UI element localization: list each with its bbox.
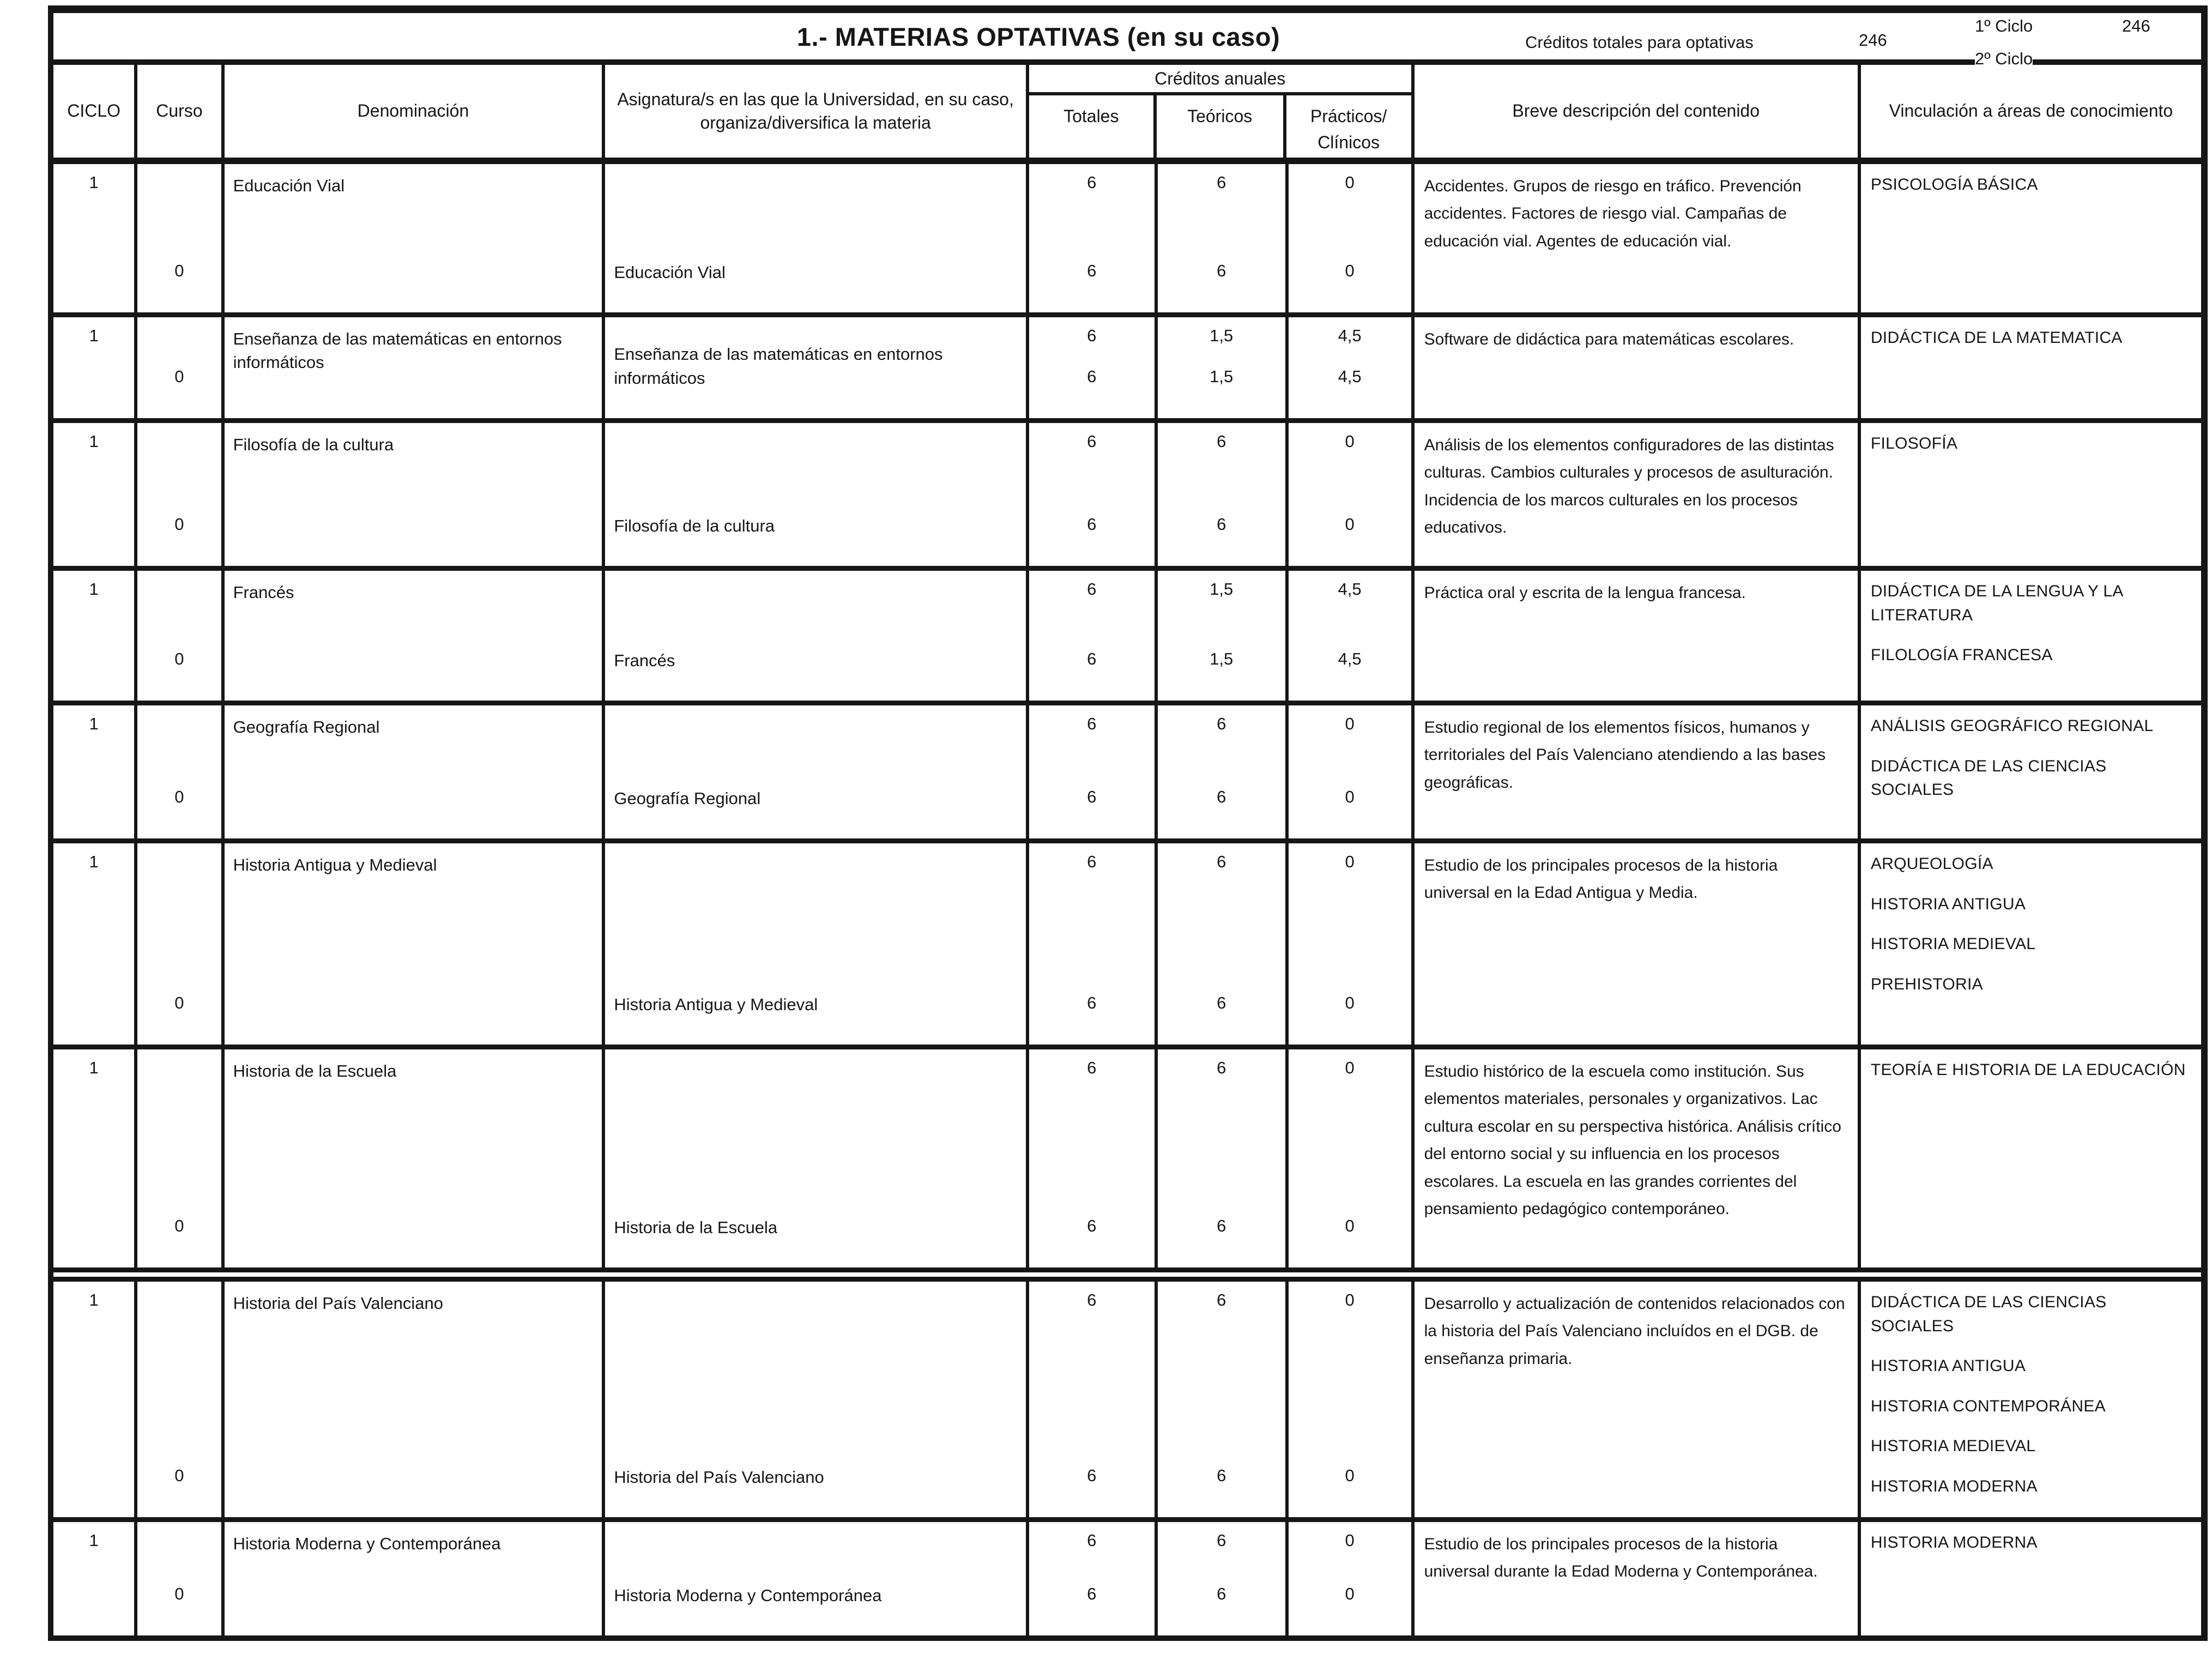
- practicos-top-value: 0: [1345, 432, 1355, 451]
- table-body: [53, 164, 2201, 1635]
- ciclo-value: 1: [89, 1290, 99, 1309]
- practicos-top-value: 4,5: [1338, 326, 1362, 345]
- totales-bottom-value: 6: [1087, 993, 1097, 1012]
- cell-totales: [1029, 1049, 1158, 1267]
- cell-vinculacion: [1861, 317, 2201, 418]
- area-conocimiento-item: PREHISTORIA: [1870, 975, 1983, 993]
- curso-value: 0: [174, 261, 184, 280]
- col-header-ciclo: CICLO: [53, 65, 137, 158]
- descripcion-value: Software de didáctica para matemáticas escolares.: [1424, 330, 1794, 348]
- descripcion-value: Estudio de los principales procesos de la historia universal en la Edad Antigua y Media.: [1424, 856, 1778, 902]
- totales-top-value: 6: [1087, 579, 1097, 599]
- curso-value: 0: [174, 787, 184, 806]
- teoricos-top-value: 6: [1217, 1290, 1226, 1309]
- creditos-anuales-label: Créditos anuales: [1029, 65, 1411, 95]
- area-conocimiento-item: DIDÁCTICA DE LA MATEMATICA: [1870, 329, 2123, 347]
- cell-descripcion: [1415, 705, 1861, 838]
- cell-curso: [137, 705, 224, 838]
- teoricos-bottom-value: 6: [1217, 261, 1226, 280]
- cell-vinculacion: [1861, 1049, 2201, 1267]
- ciclo-value: 1: [89, 1058, 99, 1077]
- practicos-bottom-value: 0: [1345, 1466, 1355, 1485]
- practicos-top-value: 0: [1345, 1531, 1355, 1550]
- teoricos-bottom-value: 1,5: [1210, 649, 1234, 668]
- vinculacion-list: [1861, 843, 2201, 1012]
- col-header-totales: Totales: [1029, 95, 1157, 158]
- table-row: [53, 1267, 2201, 1517]
- area-conocimiento-item: HISTORIA ANTIGUA: [1870, 895, 2026, 913]
- practicos-top-value: 4,5: [1338, 579, 1362, 599]
- asignatura-value: Historia Moderna y Contemporánea: [614, 1585, 882, 1605]
- practicos-bottom-value: 4,5: [1338, 649, 1362, 668]
- denominacion-value: Educación Vial: [233, 176, 345, 195]
- cell-teoricos: [1158, 843, 1289, 1045]
- descripcion-value: Estudio histórico de la escuela como institución. Sus elementos materiales, personales y organizativos. Lac cultura escolar en su perspectiva histórica. Análisis crítico del entorno social y su influencia en los procesos escolares. La escuela en las grandes corrientes del pensamiento pedagógico contemporáneo.: [1424, 1063, 1841, 1218]
- totales-bottom-value: 6: [1087, 515, 1097, 534]
- totales-top-value: 6: [1087, 1531, 1097, 1550]
- vinculacion-list: [1861, 571, 2201, 684]
- cell-practicos: [1289, 1522, 1415, 1635]
- cell-ciclo: [53, 1049, 137, 1267]
- ciclo-value: 1: [89, 432, 99, 451]
- asignatura-value: Historia Antigua y Medieval: [614, 994, 818, 1014]
- cell-vinculacion: [1861, 571, 2201, 701]
- cell-practicos: [1289, 423, 1415, 566]
- cell-denominacion: [225, 705, 606, 838]
- curso-value: 0: [174, 1466, 184, 1485]
- totales-bottom-value: 6: [1087, 787, 1097, 806]
- cell-ciclo: [53, 164, 137, 312]
- col-header-descripcion: Breve descripción del contenido: [1415, 65, 1861, 158]
- area-conocimiento-item: HISTORIA MODERNA: [1870, 1534, 2038, 1552]
- asignatura-value: Historia de la Escuela: [614, 1217, 778, 1237]
- cell-asignatura: [605, 423, 1029, 566]
- ciclo1-label: 1º Ciclo: [1975, 16, 2033, 35]
- col-header-asignatura: Asignatura/s en las que la Universidad, en su caso, organiza/diversifica la materia: [605, 65, 1029, 158]
- cell-teoricos: [1158, 317, 1289, 418]
- cell-denominacion: [225, 317, 606, 418]
- vinculacion-list: [1861, 1282, 2201, 1514]
- cell-denominacion: [225, 1049, 606, 1267]
- practicos-top-value: 0: [1345, 852, 1355, 871]
- practicos-bottom-value: 0: [1345, 261, 1355, 280]
- denominacion-value: Historia Antigua y Medieval: [233, 855, 437, 874]
- denominacion-value: Filosofía de la cultura: [233, 435, 394, 454]
- practicos-top-value: 0: [1345, 173, 1355, 192]
- table-row: [53, 1517, 2201, 1635]
- cell-vinculacion: [1861, 1522, 2201, 1635]
- practicos-top-value: 0: [1345, 1290, 1355, 1309]
- descripcion-value: Práctica oral y escrita de la lengua francesa.: [1424, 584, 1746, 602]
- cell-ciclo: [53, 705, 137, 838]
- teoricos-bottom-value: 6: [1217, 787, 1226, 806]
- teoricos-top-value: 6: [1217, 1058, 1226, 1077]
- ciclo-value: 1: [89, 714, 99, 733]
- ciclo1-value: 246: [2122, 16, 2150, 35]
- practicos-bottom-value: 0: [1345, 787, 1355, 806]
- cell-ciclo: [53, 1522, 137, 1635]
- table-row: [53, 566, 2201, 701]
- teoricos-bottom-value: 6: [1217, 993, 1226, 1012]
- totales-top-value: 6: [1087, 1290, 1097, 1309]
- cell-practicos: [1289, 164, 1415, 312]
- cell-curso: [137, 1049, 224, 1267]
- cell-descripcion: [1415, 1282, 1861, 1517]
- cell-vinculacion: [1861, 705, 2201, 838]
- cell-descripcion: [1415, 1522, 1861, 1635]
- cell-teoricos: [1158, 705, 1289, 838]
- ciclo-value: 1: [89, 1531, 99, 1550]
- totales-top-value: 6: [1087, 173, 1097, 192]
- asignatura-value: Francés: [614, 650, 675, 670]
- cell-totales: [1029, 571, 1158, 701]
- asignatura-value: Enseñanza de las matemáticas en entornos informáticos: [614, 345, 943, 388]
- area-conocimiento-item: ANÁLISIS GEOGRÁFICO REGIONAL: [1870, 717, 2154, 735]
- cell-practicos: [1289, 571, 1415, 701]
- teoricos-bottom-value: 6: [1217, 1466, 1226, 1485]
- curso-value: 0: [174, 1216, 184, 1235]
- curso-value: 0: [174, 515, 184, 534]
- cell-curso: [137, 164, 224, 312]
- cell-denominacion: [225, 1282, 606, 1517]
- cell-ciclo: [53, 571, 137, 701]
- cell-totales: [1029, 423, 1158, 566]
- teoricos-top-value: 6: [1217, 852, 1226, 871]
- cell-descripcion: [1415, 317, 1861, 418]
- area-conocimiento-item: HISTORIA CONTEMPORÁNEA: [1870, 1397, 2106, 1415]
- totales-bottom-value: 6: [1087, 649, 1097, 668]
- cell-totales: [1029, 843, 1158, 1045]
- area-conocimiento-item: FILOSOFÍA: [1870, 434, 1958, 452]
- practicos-bottom-value: 0: [1345, 515, 1355, 534]
- cell-asignatura: [605, 164, 1029, 312]
- table-row: [53, 312, 2201, 418]
- cell-descripcion: [1415, 571, 1861, 701]
- cell-vinculacion: [1861, 843, 2201, 1045]
- descripcion-value: Estudio de los principales procesos de la historia universal durante la Edad Moderna y Contemporánea.: [1424, 1535, 1818, 1581]
- cell-asignatura: [605, 317, 1029, 418]
- area-conocimiento-item: FILOLOGÍA FRANCESA: [1870, 646, 2053, 664]
- cell-practicos: [1289, 1049, 1415, 1267]
- cell-totales: [1029, 1522, 1158, 1635]
- teoricos-top-value: 1,5: [1210, 326, 1234, 345]
- denominacion-value: Historia del País Valenciano: [233, 1294, 443, 1313]
- cell-descripcion: [1415, 1049, 1861, 1267]
- col-header-teoricos: Teóricos: [1157, 95, 1286, 158]
- cell-teoricos: [1158, 1282, 1289, 1517]
- denominacion-value: Enseñanza de las matemáticas en entornos informáticos: [233, 329, 562, 372]
- cell-curso: [137, 1282, 224, 1517]
- cell-teoricos: [1158, 1049, 1289, 1267]
- table-row: [53, 838, 2201, 1045]
- practicos-line2: Clínicos: [1317, 132, 1380, 152]
- cell-asignatura: [605, 843, 1029, 1045]
- totales-top-value: 6: [1087, 852, 1097, 871]
- area-conocimiento-item: DIDÁCTICA DE LAS CIENCIAS SOCIALES: [1870, 757, 2107, 799]
- totales-bottom-value: 6: [1087, 1584, 1097, 1603]
- denominacion-value: Francés: [233, 583, 294, 602]
- totales-top-value: 6: [1087, 432, 1097, 451]
- cell-curso: [137, 571, 224, 701]
- asignatura-value: Historia del País Valenciano: [614, 1467, 824, 1487]
- totales-bottom-value: 6: [1087, 367, 1097, 386]
- vinculacion-list: [1861, 423, 2201, 472]
- cell-asignatura: [605, 705, 1029, 838]
- cell-ciclo: [53, 423, 137, 566]
- cell-totales: [1029, 317, 1158, 418]
- curso-value: 0: [174, 649, 184, 668]
- practicos-bottom-value: 4,5: [1338, 367, 1362, 386]
- curso-value: 0: [174, 993, 184, 1012]
- cell-descripcion: [1415, 164, 1861, 312]
- curso-value: 0: [174, 367, 184, 386]
- cell-ciclo: [53, 843, 137, 1045]
- vinculacion-list: [1861, 317, 2201, 366]
- denominacion-value: Historia de la Escuela: [233, 1061, 397, 1080]
- cell-totales: [1029, 164, 1158, 312]
- area-conocimiento-item: TEORÍA E HISTORIA DE LA EDUCACIÓN: [1870, 1061, 2186, 1079]
- asignatura-value: Educación Vial: [614, 262, 726, 282]
- teoricos-bottom-value: 6: [1217, 1216, 1226, 1235]
- cell-practicos: [1289, 705, 1415, 838]
- cell-curso: [137, 843, 224, 1045]
- vinculacion-list: [1861, 705, 2201, 818]
- cell-vinculacion: [1861, 164, 2201, 312]
- teoricos-top-value: 1,5: [1210, 579, 1234, 599]
- cell-denominacion: [225, 164, 606, 312]
- cell-curso: [137, 317, 224, 418]
- teoricos-bottom-value: 6: [1217, 515, 1226, 534]
- teoricos-top-value: 6: [1217, 714, 1226, 733]
- teoricos-bottom-value: 6: [1217, 1584, 1226, 1603]
- asignatura-value: Geografía Regional: [614, 788, 761, 808]
- cell-ciclo: [53, 317, 137, 418]
- ciclo-value: 1: [89, 326, 99, 345]
- cell-curso: [137, 1522, 224, 1635]
- cell-practicos: [1289, 843, 1415, 1045]
- ciclo2-label: 2º Ciclo: [1975, 49, 2033, 68]
- col-header-denominacion: Denominación: [225, 65, 606, 158]
- col-header-vinculacion: Vinculación a áreas de conocimiento: [1889, 101, 2173, 121]
- cell-teoricos: [1158, 571, 1289, 701]
- cell-practicos: [1289, 317, 1415, 418]
- cell-ciclo: [53, 1282, 137, 1517]
- area-conocimiento-item: HISTORIA MODERNA: [1870, 1477, 2038, 1495]
- practicos-bottom-value: 0: [1345, 993, 1355, 1012]
- denominacion-value: Geografía Regional: [233, 717, 380, 737]
- cell-asignatura: [605, 571, 1029, 701]
- descripcion-value: Accidentes. Grupos de riesgo en tráfico. Prevención accidentes. Factores de riesgo vial. Campañas de educación vial. Agentes de educación vial.: [1424, 177, 1802, 250]
- document-table: [48, 5, 2208, 1641]
- cell-asignatura: [605, 1522, 1029, 1635]
- asignatura-value: Filosofía de la cultura: [614, 516, 775, 535]
- table-row: [53, 164, 2201, 312]
- ciclo-value: 1: [89, 579, 99, 599]
- col-header-curso: Curso: [137, 65, 224, 158]
- practicos-bottom-value: 0: [1345, 1584, 1355, 1603]
- area-conocimiento-item: HISTORIA MEDIEVAL: [1870, 1437, 2036, 1455]
- area-conocimiento-item: HISTORIA ANTIGUA: [1870, 1357, 2026, 1375]
- cell-teoricos: [1158, 1522, 1289, 1635]
- table-row: [53, 701, 2201, 838]
- descripcion-value: Estudio regional de los elementos físicos, humanos y territoriales del País Valenciano atendiendo a las bases geográficas.: [1424, 719, 1826, 792]
- totales-top-value: 6: [1087, 326, 1097, 345]
- cell-practicos: [1289, 1282, 1415, 1517]
- col-header-practicos: [1286, 95, 1411, 158]
- header-row: [53, 65, 2201, 164]
- totales-bottom-value: 6: [1087, 1466, 1097, 1485]
- cell-teoricos: [1158, 164, 1289, 312]
- practicos-bottom-value: 0: [1345, 1216, 1355, 1235]
- table-row: [53, 1045, 2201, 1267]
- teoricos-top-value: 6: [1217, 1531, 1226, 1550]
- descripcion-value: Análisis de los elementos configuradores de las distintas culturas. Cambios culturales y procesos de asulturación. Incidencia de los marcos culturales en los procesos educativos.: [1424, 436, 1834, 537]
- totales-top-value: 6: [1087, 714, 1097, 733]
- ciclo-value: 1: [89, 852, 99, 871]
- practicos-line1: Prácticos/: [1310, 106, 1387, 126]
- cell-totales: [1029, 705, 1158, 838]
- area-conocimiento-item: DIDÁCTICA DE LAS CIENCIAS SOCIALES: [1870, 1293, 2107, 1335]
- cell-curso: [137, 423, 224, 566]
- cell-totales: [1029, 1282, 1158, 1517]
- teoricos-top-value: 6: [1217, 173, 1226, 192]
- descripcion-value: Desarrollo y actualización de contenidos relacionados con la historia del País Valenciano incluídos en el DGB. de enseñanza primaria.: [1424, 1295, 1845, 1368]
- title-row: [53, 13, 2201, 68]
- cell-denominacion: [225, 1522, 606, 1635]
- page-title: 1.- MATERIAS OPTATIVAS (en su caso): [796, 22, 1280, 51]
- vinculacion-list: [1861, 164, 2201, 213]
- practicos-top-value: 0: [1345, 714, 1355, 733]
- cell-denominacion: [225, 843, 606, 1045]
- cell-descripcion: [1415, 423, 1861, 566]
- teoricos-top-value: 6: [1217, 432, 1226, 451]
- totales-bottom-value: 6: [1087, 1216, 1097, 1235]
- cell-vinculacion: [1861, 423, 2201, 566]
- denominacion-value: Historia Moderna y Contemporánea: [233, 1534, 501, 1553]
- vinculacion-list: [1861, 1522, 2201, 1571]
- area-conocimiento-item: HISTORIA MEDIEVAL: [1870, 935, 2036, 953]
- totales-top-value: 6: [1087, 1058, 1097, 1077]
- credits-total-value: 246: [1859, 31, 1887, 50]
- cell-denominacion: [225, 571, 606, 701]
- area-conocimiento-item: DIDÁCTICA DE LA LENGUA Y LA LITERATURA: [1870, 582, 2123, 624]
- vinculacion-list: [1861, 1049, 2201, 1098]
- cell-vinculacion: [1861, 1282, 2201, 1517]
- totales-bottom-value: 6: [1087, 261, 1097, 280]
- ciclo-value: 1: [89, 173, 99, 192]
- col-header-creditos-anuales: [1029, 65, 1415, 158]
- table-row: [53, 418, 2201, 566]
- teoricos-bottom-value: 1,5: [1210, 367, 1234, 386]
- curso-value: 0: [174, 1584, 184, 1603]
- cell-teoricos: [1158, 423, 1289, 566]
- cell-descripcion: [1415, 843, 1861, 1045]
- cell-asignatura: [605, 1282, 1029, 1517]
- practicos-top-value: 0: [1345, 1058, 1355, 1077]
- area-conocimiento-item: ARQUEOLOGÍA: [1870, 855, 1993, 873]
- credits-total-label: Créditos totales para optativas: [1525, 33, 1754, 52]
- cell-asignatura: [605, 1049, 1029, 1267]
- area-conocimiento-item: PSICOLOGÍA BÁSICA: [1870, 176, 2038, 194]
- cell-denominacion: [225, 423, 606, 566]
